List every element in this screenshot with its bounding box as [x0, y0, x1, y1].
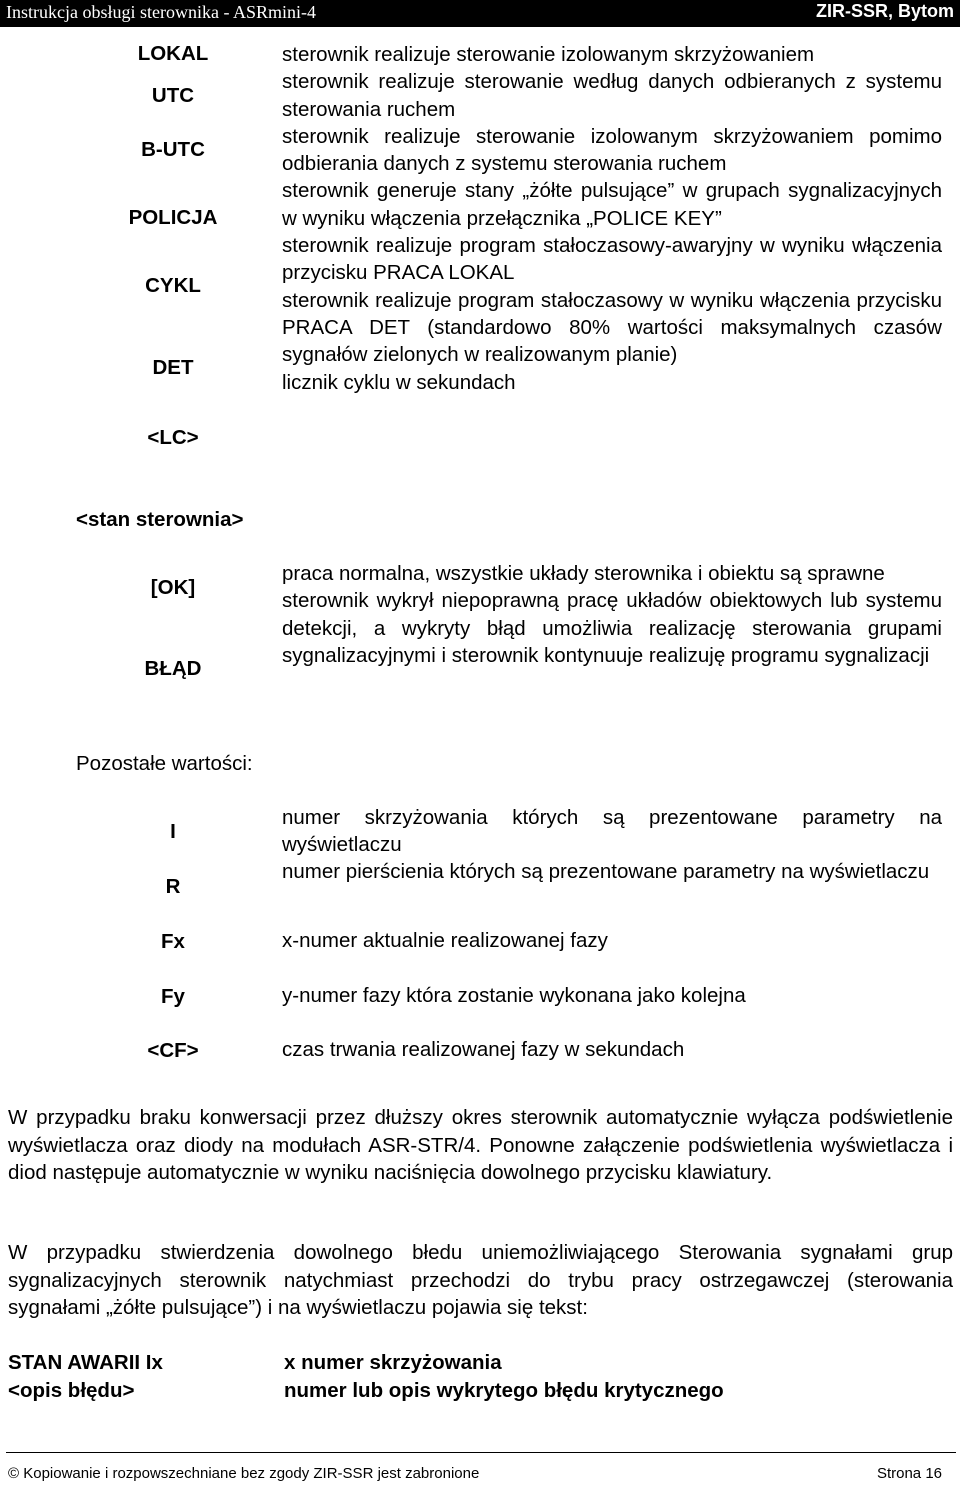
page-number: Strona 16: [876, 1465, 942, 1482]
stan-label-ok: [OK]: [150, 576, 196, 599]
other-description-fy: y-numer fazy która zostanie wykonana jako kolejna: [282, 984, 746, 1007]
mode-label-cykl: CYKL: [145, 274, 201, 297]
mode-label-det: DET: [152, 356, 194, 379]
mode-label-lokal: LOKAL: [137, 42, 209, 65]
mode-description: sterownik realizuje sterowanie izolowanym skrzyżowaniem: [282, 43, 815, 66]
other-description-fx: x-numer aktualnie realizowanej fazy: [282, 929, 608, 952]
stan-heading: <stan sterownia>: [76, 508, 244, 531]
other-label-i: I: [170, 820, 176, 843]
page-header: [0, 0, 960, 27]
stan-descriptions: [282, 560, 942, 669]
footer-divider: [6, 1452, 956, 1453]
footer-copyright: © Kopiowanie i rozpowszechniane bez zgody ZIR-SSR jest zabronione: [8, 1465, 480, 1482]
other-label-r: R: [165, 875, 181, 898]
other-description-i: numer skrzyżowania których są prezentowane parametry na wyświetlaczu: [282, 806, 942, 857]
company-name: ZIR-SSR, Bytom: [815, 1, 954, 21]
alarm-line1-desc: x numer skrzyżowania: [284, 1351, 502, 1374]
mode-label-lc: <LC>: [147, 426, 199, 449]
other-label-fy: Fy: [161, 985, 185, 1008]
mode-descriptions: [282, 41, 942, 396]
document-title: Instrukcja obsługi sterownika - ASRmini-4: [6, 2, 316, 22]
mode-label-utc: UTC: [151, 84, 195, 107]
paragraph-backlight: W przypadku braku konwersacji przez dłuższy okres sterownik automatycznie wyłącza podświetlenie wyświetlacza oraz diody na modułach ASR-STR/4. Ponowne załączenie podświetlenia wyświetlacza i diod następuje automatycznie w wyniku naciśnięcia dowolnego przycisku klawiatury.: [8, 1106, 953, 1184]
stan-description: praca normalna, wszystkie układy sterownika i obiektu są sprawne: [282, 562, 885, 585]
other-label-cf: <CF>: [147, 1039, 199, 1062]
other-description-r: numer pierścienia których są prezentowane parametry na wyświetlaczu: [282, 860, 930, 883]
stan-description: sterownik wykrył niepoprawną pracę układów obiektowych lub systemu detekcji, a wykryty błąd umożliwia realizację sterowania grupami sygnalizacyjnymi i sterownik kontynuuje realizuję programu sygnalizacji: [282, 589, 942, 667]
mode-description: sterownik realizuje sterowanie izolowanym skrzyżowaniem pomimo odbierania danych z systemu sterowania ruchem: [282, 124, 942, 176]
paragraph-error: W przypadku stwierdzenia dowolnego błedu uniemożliwiającego Sterowania sygnałami grup sygnalizacyjnych sterownik natychmiast przechodzi do trybu pracy ostrzegawczej (sterowania sygnałami „żółte pulsujące”) i na wyświetlaczu pojawia się tekst:: [8, 1241, 953, 1319]
mode-label-policja: POLICJA: [128, 206, 218, 229]
other-description-cf: czas trwania realizowanej fazy w sekundach: [282, 1038, 685, 1061]
mode-description: sterownik realizuje sterowanie według danych odbieranych z systemu sterowania ruchem: [282, 70, 942, 121]
alarm-line2-desc: numer lub opis wykrytego błędu krytycznego: [284, 1379, 724, 1402]
mode-description: sterownik realizuje program stałoczasowy-awaryjny w wyniku włączenia przycisku PRACA LOKAL: [282, 234, 942, 285]
alarm-line1-label: STAN AWARII Ix: [8, 1351, 163, 1374]
mode-label-butc: B-UTC: [141, 138, 205, 161]
mode-description: sterownik generuje stany „żółte pulsujące” w grupach sygnalizacyjnych w wyniku włączenia przełącznika „POLICE KEY”: [282, 179, 942, 230]
mode-description: sterownik realizuje program stałoczasowy w wyniku włączenia przycisku PRACA DET (standardowo 80% wartości maksymalnych czasów sygnałów zielonych w realizowanym planie): [282, 288, 942, 367]
other-heading: Pozostałe wartości:: [76, 752, 253, 775]
mode-description: licznik cyklu w sekundach: [282, 370, 516, 394]
other-label-fx: Fx: [161, 930, 185, 953]
stan-label-blad: BŁĄD: [144, 657, 202, 680]
alarm-line2-label: <opis błędu>: [8, 1379, 135, 1402]
